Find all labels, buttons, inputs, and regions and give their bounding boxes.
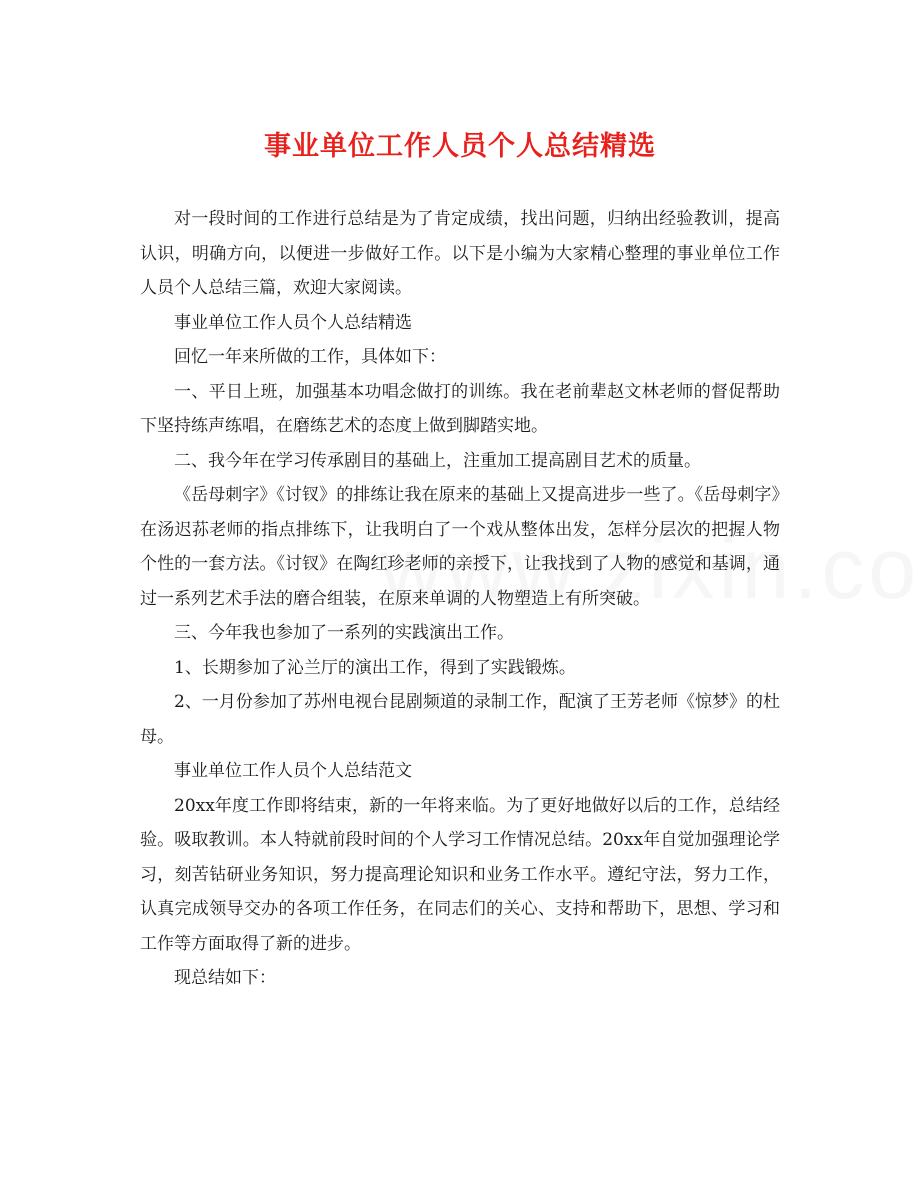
section-heading: 事业单位工作人员个人总结范文 bbox=[174, 761, 412, 781]
paragraph: 2、一月份参加了苏州电视台昆剧频道的录制工作，配演了王芳老师《惊梦》的杜母。 bbox=[140, 692, 780, 747]
document-title: 事业单位工作人员个人总结精选 bbox=[264, 131, 656, 162]
paragraph: 现总结如下： bbox=[174, 968, 276, 988]
section-heading: 事业单位工作人员个人总结精选 bbox=[174, 312, 412, 333]
paragraph: 二、我今年在学习传承剧目的基础上，注重加工提高剧目艺术的质量。 bbox=[174, 450, 701, 471]
paragraph: 三、今年我也参加了一系列的实践演出工作。 bbox=[174, 623, 514, 643]
paragraph: 《岳母刺字》《讨钗》的排练让我在原来的基础上又提高进步一些了。《岳母刺字》在汤迟荪老师的指点排练下，让我明白了一个戏从整体出发，怎样分层次的把握人物个性的一套方法。《讨钗》在陶红珍老师的亲授下，让我找到了人物的感觉和基调，通过一系列艺术手法的磨合组装，在原来单调的人物塑造上有所突破。 bbox=[140, 485, 780, 609]
paragraph: 一、平日上班，加强基本功唱念做打的训练。我在老前辈赵文林老师的督促帮助下坚持练声练唱，在磨练艺术的态度上做到脚踏实地。 bbox=[140, 381, 780, 436]
document-body bbox=[140, 202, 780, 996]
intro-paragraph: 对一段时间的工作进行总结是为了肯定成绩，找出问题，归纳出经验教训，提高认识，明确方向，以便进一步做好工作。以下是小编为大家精心整理的事业单位工作人员个人总结三篇，欢迎大家阅读。 bbox=[140, 209, 780, 298]
paragraph: 20xx年度工作即将结束，新的一年将来临。为了更好地做好以后的工作，总结经验。吸取教训。本人特就前段时间的个人学习工作情况总结。20xx年自觉加强理论学习，刻苦钻研业务知识，努力提高理论知识和业务工作水平。遵纪守法，努力工作，认真完成领导交办的各项工作任务，在同志们的关心、支持和帮助下，思想、学习和工作等方面取得了新的进步。 bbox=[140, 795, 780, 954]
paragraph: 1、长期参加了沁兰厅的演出工作，得到了实践锻炼。 bbox=[174, 657, 576, 678]
paragraph: 回忆一年来所做的工作，具体如下： bbox=[174, 347, 446, 367]
